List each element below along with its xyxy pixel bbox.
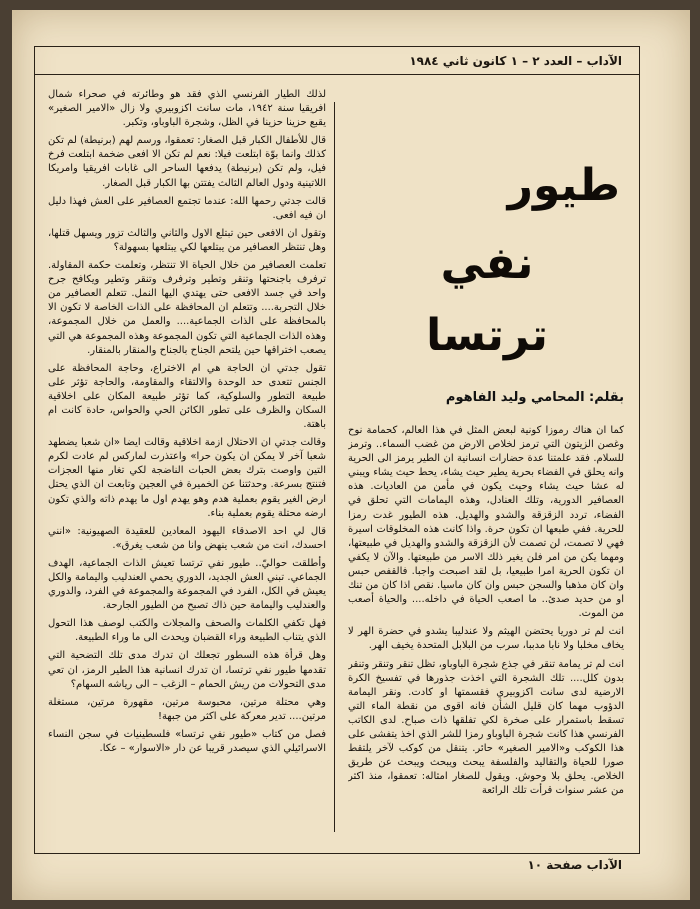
header-divider: [34, 74, 640, 75]
article-title-line-1: طيور: [507, 160, 620, 211]
article-title-line-3: ترتسا: [426, 310, 548, 361]
column-divider: [334, 102, 335, 832]
left-paragraph: فهل تكفي الكلمات والصحف والمجلات والكتب لوصف هذا التحول الذي يتناب الطبيعة وراء القضبان ويحدث الى ما وراء الطبيعة.: [48, 618, 326, 644]
right-column: [348, 424, 624, 836]
right-paragraph: كما ان هناك رموزا كونية لبعض المثل في هذا العالم، كحمامة نوح وغصن الزيتون التي ترمز لخلاص الارض من غضب السماء.. وترمز للسلام. فقد علمتنا عدة حضارات انسانية ان الطير يرمز الى الحرية وانه يحلق في الفضاء بحرية يطير حيث يشاء، يحط حيث يشاء ويبني له عشا حيث يشاء وحيث يكون في مأمن من العاديات. هذه العصافير الدورية، وتلك العنادل، وهذه اليمامات التي تحلق في الفضاء، تردد الزقزقة والشدو والهديل. هذه الطيور غدت رمزا للحرية. ففي طبعها ان تكون حرة. واذا كانت هذه المخلوقات اسيرة فهي لا تصمت، لن تصمت لأن الزقزقة والشدو والهديل في طبيعتها، ومهما يكن من امر فلن يغير ذلك الاسر من طبيعتها. والآن لا يكفي ان تكون الحرية امرا طبيعيا، بل لقد اصبحت واجبا. فالقفص حبس وان كان مذهبا والسجن حبس وان كان ماسيا. نقص اذا كان من تنك او من حديد صدئ.. ما اصعب الحياة في داخله.... والحياة أصعب من الموت.: [348, 425, 624, 620]
left-column: [48, 88, 326, 840]
running-header: الآداب – العدد ٢ – ١ كانون ثاني ١٩٨٤: [409, 54, 622, 68]
left-paragraph: قال لي احد الاصدقاء اليهود المعادين للعقيدة الصهيونية: «انني احسدك، انت من شعب ينهض وانا من شعب يغرق».: [48, 525, 326, 551]
left-paragraph: قالت جدتي رحمها الله: عندما تجتمع العصافير على العش فهذا دليل ان فيه افعى.: [48, 195, 326, 221]
left-paragraph: وهي محتلة مرتين، محبوسة مرتين، مقهورة مرتين، مستغلة مرتين.... تدير معركة على اكثر من جبهة!: [48, 696, 326, 722]
page-footer: الآداب صفحة ١٠: [527, 858, 622, 872]
right-paragraph: انت لم تر دوريا يحتضن الهيثم ولا عندليبا يشدو في حضرة الهر لا يخاف مخلبا ولا نابا مدببا، سرب من البلابل المتحدة يخيف الهر.: [348, 626, 624, 652]
left-paragraph: قال للأطفال الكبار قبل الصغار: تعمقوا، ورسم لهم (برنيطة) لم تكن كذلك وانما بوّة ابتلعت فيلا: نعم لم تكن الا افعى ضخمة ابتلعت فرخ فيل، ولم تكن (برنيطة) يدفعها الساحر الى غابات افريقيا وامريكا اللاتينية ودول العالم الثالث يفتتن بها الكبار قبل الصغار.: [48, 135, 326, 189]
left-paragraph: لذلك الطيار الفرنسي الذي فقد هو وطائرته في صحراء شمال افريقيا سنة ١٩٤٢، مات سانت اكزوبيري ولا زال «الامير الصغير» يقبع حزينا حزينا في الظل، وشجرة الباوباو، وتكبر.: [48, 89, 326, 129]
left-paragraph: وقالت جدتي ان الاحتلال ازمة اخلاقية وقالت ايضا «ان شعبا يضطهد شعبا آخر لا يمكن ان يكون حرا» واعتذرت لماركس لم عادت لكرم التين واوصت بترك بعض الحبات الناضجة لكي تغار منها العجزات فتنتج بسرعة. وحدثتنا عن الخميرة في العجين وتابعت ان الذي يحتل ارض الغير يقوم بعملية هدم وهو يهدم اول ما يهدم ذاته والذي تكون ارضه محتلة يقوم بعملية بناء.: [48, 437, 326, 519]
left-paragraph: وأطلقت حواليّ.. طيور نفي ترتسا تعيش الذات الجماعية، الهدف الجماعي. تبني العش الجديد، الدوري يحمي العندليب واليمامة والكل يعيش في الكل، الفرد في المجموعة والمجموعة في الفرد، والدوري والعندليب واليمامة حين ذاك تصبح من الطيور الجارحة.: [48, 557, 326, 612]
byline: بقلم: المحامي وليد الفاهوم: [445, 390, 624, 405]
left-paragraph: وتقول ان الافعى حين تبتلع الاول والثاني والثالث تزور ويسهل قتلها، وهل تنتظر العصافير من يبتلعها لكي يبتلعها بسهولة؟: [48, 227, 326, 253]
left-paragraph: تعلمت العصافير من خلال الحياة الا تنتظر، وتعلمت حكمة المقاولة. ترفرف باجنحتها وتنقر وتطير وترفرف وتنقر وتطير ويكافح جرح واحد في جسد الافعى حتى يهتدي اليها النمل. تتعلم العصافير من خلال التجربة.... وتتعلم ان المحافظة على الذات الخاصة لا تكون الا بالمحافظة على الذات الجماعية.... والعمل من خلال المجموعة، وهذه الذات الجماعية التي تكون المجموعة وهذه المجموعة هي التي يصعب اختراقها حين يلتحم الجناح بالجناح والمنقار بالمنقار.: [48, 260, 326, 356]
left-paragraph: تقول جدتي ان الحاجة هي ام الاختراع، وحاجة المحافظة على الجنس تتعدى حد الوحدة والالتقاء والمقاومة، والحاجة تؤثر على طبيعة التطور والسلوكية، كما تؤثر طبيعة المكان على اخلاقية السكان والظرف على تطور الكائن الحي والحواس، حادة كانت ام باهتة.: [48, 362, 326, 431]
left-paragraph: وهل قرأة هذه السطور تجعلك ان تدرك مدى تلك التضحية التي تقدمها طيور نفي ترتسا، ان تدرك انسانية هذا الطير الرمز، ان تعي مدى التحولات من ريش الحمام – الزغب – الى رياشه السهام؟: [48, 650, 326, 690]
magazine-page: [12, 10, 690, 900]
article-title-line-2: نفي: [440, 238, 534, 289]
right-paragraph: انت لم تر يمامة تنقر في جذع شجرة الباوباو، تظل تنقر وتنقر وتنقر بدون كلل.... تلك الشجرة التي اخذت جذورها في تفسيخ الكرة الارضية لدى سانت اكزوبيري فقسمتها او كادت. ونقر اليمامة الدؤوب مهما كان قليل الشأن فانه اقوى من نقطة الماء التي تسقط باستمرار على صخرة لكي تفلقها ذات صباح. لدى الكاتب الفرنسي هذا كانت شجرة الباوباو رمزا للشر الذي اخذ يتفشى على هذا الكوكب و«الامير الصغير» حائر. يتنقل من كوكب لآخر يلتقط صورا للحياة والتقاليد والفلسفة يبحث ويبحث ويبحث عن طريق الخلاص. يحلق بلا وحوش. ويقول للصغار امثاله: تعمقوا، منذ اكثر من عشر سنوات قرأت تلك الرائعة: [348, 658, 624, 797]
left-paragraph: فصل من كتاب «طيور نفي ترتسا» فلسطينيات في سجن النساء الاسرائيلي الذي سيصدر قريبا عن دار «الاسوار» – عكا.: [48, 728, 326, 755]
